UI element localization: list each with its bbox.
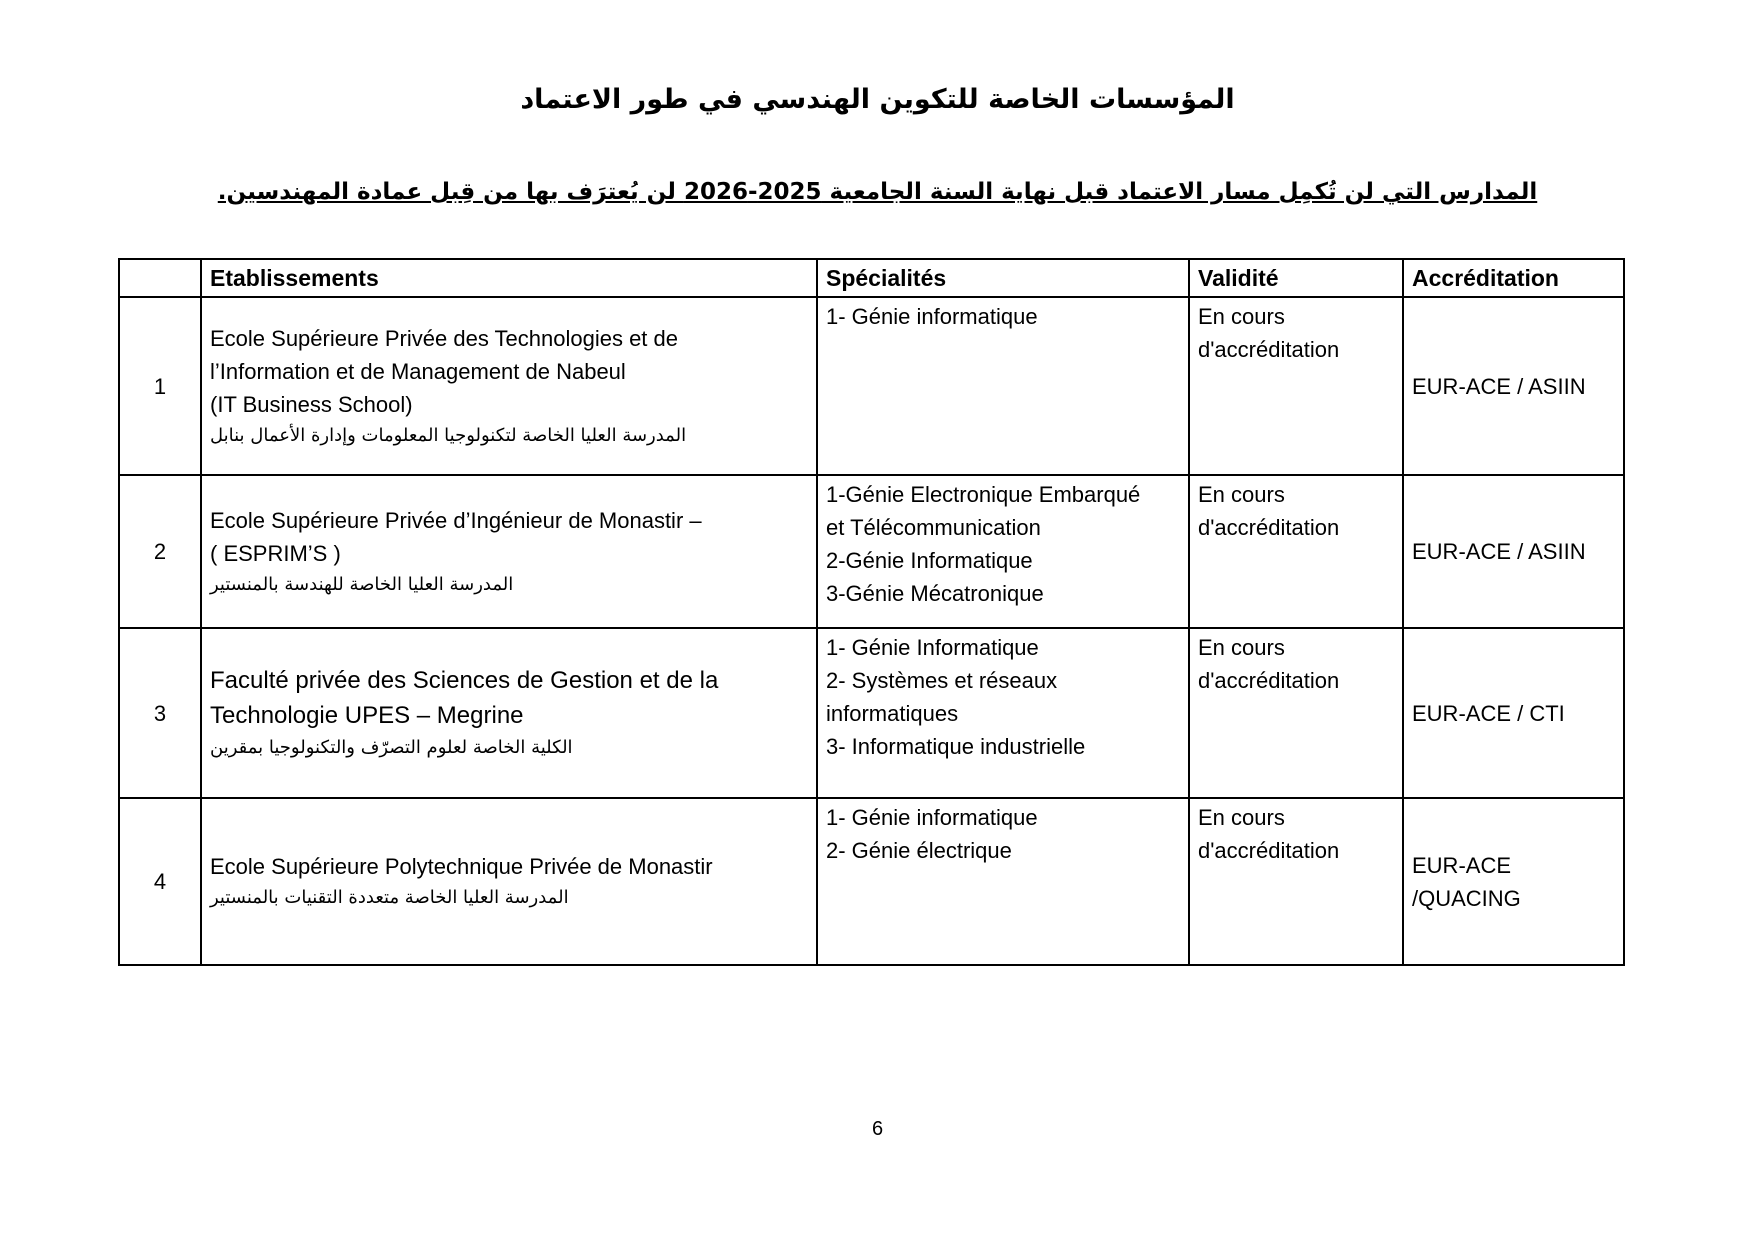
page-title: المؤسسات الخاصة للتكوين الهندسي في طور الاعتماد	[520, 84, 1235, 115]
establishment-name-arabic: المدرسة العليا الخاصة لتكنولوجيا المعلومات وإدارة الأعمال بنابل	[210, 424, 687, 446]
specialty-item: informatiques	[826, 701, 959, 726]
validity-line: En cours	[1198, 482, 1285, 507]
specialties-cell	[817, 475, 1189, 628]
page-number: 6	[871, 1118, 884, 1140]
establishment-cell	[201, 297, 817, 475]
establishment-name-line: l’Information et de Management de Nabeul	[210, 358, 626, 384]
accreditation-line: EUR-ACE	[1412, 852, 1512, 878]
header-accreditation: Accréditation	[1403, 259, 1624, 297]
specialty-item: et Télécommunication	[826, 515, 1041, 540]
header-validity: Validité	[1189, 259, 1403, 297]
establishment-name-arabic: المدرسة العليا الخاصة للهندسة بالمنستير	[210, 573, 514, 595]
specialty-item: 1- Génie informatique	[826, 805, 1038, 830]
header-specialties: Spécialités	[817, 259, 1189, 297]
schools-table	[118, 258, 1625, 966]
specialty-item: 2- Génie électrique	[826, 838, 1012, 863]
specialties-cell	[817, 297, 1189, 475]
establishment-name-line: Technologie UPES – Megrine	[210, 702, 524, 729]
accreditation-cell: EUR-ACE / ASIIN	[1403, 475, 1624, 628]
establishment-name-arabic: المدرسة العليا الخاصة متعددة التقنيات بالمنستير	[210, 887, 569, 908]
validity-line: d'accréditation	[1198, 515, 1340, 540]
specialty-item: 1-Génie Electronique Embarqué	[826, 482, 1141, 507]
table-row	[119, 297, 1624, 475]
specialty-item: 2- Systèmes et réseaux	[826, 668, 1058, 693]
row-number: 2	[119, 475, 201, 628]
page-subtitle: المدارس التي لن تُكمِل مسار الاعتماد قبل نهاية السنة الجامعية 2025-2026 لن يُعترَف بها من قِبل عمادة المهندسين.	[217, 179, 1538, 205]
table-row	[119, 475, 1624, 628]
validity-line: d'accréditation	[1198, 668, 1340, 693]
validity-line: En cours	[1198, 304, 1285, 329]
establishment-cell	[201, 475, 817, 628]
accreditation-cell: EUR-ACE / ASIIN	[1403, 297, 1624, 475]
table-header-row	[119, 259, 1624, 297]
row-number: 3	[119, 628, 201, 798]
validity-cell	[1189, 475, 1403, 628]
specialties-cell	[817, 628, 1189, 798]
validity-line: En cours	[1198, 635, 1285, 660]
establishment-name-line: Ecole Supérieure Privée des Technologies et de	[210, 325, 679, 351]
specialty-item: 1- Génie Informatique	[826, 635, 1039, 660]
specialty-item: 2-Génie Informatique	[826, 548, 1033, 573]
establishment-name-line: Faculté privée des Sciences de Gestion et de la	[210, 667, 719, 694]
header-establishments: Etablissements	[201, 259, 817, 297]
validity-cell	[1189, 798, 1403, 965]
establishment-name-line: (IT Business School)	[210, 391, 413, 417]
row-number: 1	[119, 297, 201, 475]
establishment-cell	[201, 628, 817, 798]
table-row	[119, 798, 1624, 965]
validity-line: d'accréditation	[1198, 838, 1340, 863]
specialty-item: 3-Génie Mécatronique	[826, 581, 1044, 606]
establishment-cell	[201, 798, 817, 965]
accreditation-cell: EUR-ACE / CTI	[1403, 628, 1624, 798]
specialty-item: 3- Informatique industrielle	[826, 734, 1086, 759]
establishment-name-arabic: الكلية الخاصة لعلوم التصرّف والتكنولوجيا بمقرين	[210, 737, 573, 758]
establishment-name-line: Ecole Supérieure Privée d’Ingénieur de Monastir –	[210, 507, 702, 533]
validity-cell	[1189, 297, 1403, 475]
accreditation-cell	[1403, 798, 1624, 965]
establishment-name-line: ( ESPRIM’S )	[210, 540, 341, 566]
row-number: 4	[119, 798, 201, 965]
accreditation-line: /QUACING	[1412, 885, 1521, 911]
establishment-name-line: Ecole Supérieure Polytechnique Privée de Monastir	[210, 854, 713, 879]
table-row	[119, 628, 1624, 798]
validity-cell	[1189, 628, 1403, 798]
validity-line: En cours	[1198, 805, 1285, 830]
specialty-item: 1- Génie informatique	[826, 304, 1038, 329]
specialties-cell	[817, 798, 1189, 965]
header-number	[119, 259, 201, 297]
validity-line: d'accréditation	[1198, 337, 1340, 362]
